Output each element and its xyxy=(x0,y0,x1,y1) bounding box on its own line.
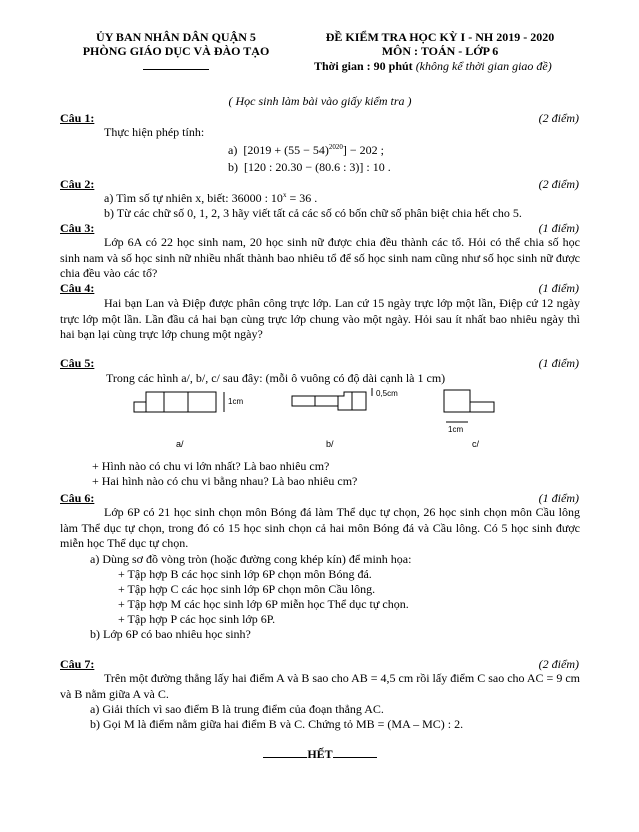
q2-a xyxy=(104,191,317,206)
q2-points: (2 điểm) xyxy=(538,177,579,191)
q4-label: Câu 4: xyxy=(60,281,95,295)
q3-label: Câu 3: xyxy=(60,221,95,235)
q7-b: b) Gọi M là điểm nằm giữa hai điểm B và C. Chứng tỏ MB = (MA – MC) : 2. xyxy=(90,717,464,731)
q2-a-text: a) Tìm số tự nhiên x, biết: 36000 : 10 xyxy=(104,191,283,205)
q3-points: (1 điểm) xyxy=(538,221,579,235)
q7-a: a) Giải thích vì sao điểm B là trung điểm của đoạn thẳng AC. xyxy=(90,702,384,716)
q1-b-expr: [120 : 20.30 − (80.6 : 3)] : 10 . xyxy=(244,160,391,174)
q1-label: Câu 1: xyxy=(60,111,95,125)
exam-subject: MÔN : TOÁN - LỚP 6 xyxy=(381,44,499,58)
q6-points: (1 điểm) xyxy=(538,491,579,505)
q5-figures xyxy=(130,384,570,456)
end-rule-left xyxy=(263,757,307,758)
q3-text: Lớp 6A có 22 học sinh nam, 20 học sinh nữ được chia đều thành các tổ. Hỏi có thể chia số học sinh nam và số học sinh nữ nhiều nhất thành bao nhiêu tổ để số học sinh nam cũng như số học sinh nữ được chia đều vào các tổ? xyxy=(60,235,580,280)
q1-a xyxy=(228,143,384,158)
q2-label: Câu 2: xyxy=(60,177,95,191)
end-marker xyxy=(260,747,380,762)
q6-b: b) Lớp 6P có bao nhiêu học sinh? xyxy=(90,627,251,641)
q7-label: Câu 7: xyxy=(60,657,95,671)
figure-c-scale: 1cm xyxy=(448,425,464,434)
q5-question-b: + Hai hình nào có chu vi bằng nhau? Là bao nhiêu cm? xyxy=(92,474,358,488)
q6-text: Lớp 6P có 21 học sinh chọn môn Bóng đá làm Thể dục tự chọn, 26 học sinh chọn môn Cầu lông làm Thể dục tự chọn, trong đó có 15 học sinh chọn cả hai môn Bóng đá và Cầu lông. Có 5 học sinh được miễn học Thể dục tự chọn. xyxy=(60,505,580,550)
q5-intro: Trong các hình a/, b/, c/ sau đây: (mỗi ô vuông có độ dài cạnh là 1 cm) xyxy=(106,371,446,385)
q5-points: (1 điểm) xyxy=(538,356,579,370)
exam-time xyxy=(314,59,552,74)
q1-a-exponent: 2020 xyxy=(328,143,343,151)
q4-points: (1 điểm) xyxy=(538,281,579,295)
instruction: ( Học sinh làm bài vào giấy kiểm tra ) xyxy=(228,94,412,108)
q4-text: Hai bạn Lan và Điệp được phân công trực lớp. Lan cứ 15 ngày trực lớp một lần, Điệp cứ 12 ngày trực lớp một lần. Lần đầu cả hai bạn cùng trực lớp chung vào một ngày. Hỏi sau ít nhất bao nhiêu ngày thì hai bạn lại cùng trực lớp chung một ngày? xyxy=(60,296,580,341)
figure-a xyxy=(134,392,224,412)
header-department: PHÒNG GIÁO DỤC VÀ ĐÀO TẠO xyxy=(82,44,270,58)
q6-a4: + Tập hợp P các học sinh lớp 6P. xyxy=(118,612,276,626)
q2-a-exponent: x xyxy=(282,191,287,199)
figure-b-scale: 0,5cm xyxy=(376,389,398,398)
q1-a-expr-end: ] − 202 ; xyxy=(342,143,384,157)
exam-time-value: Thời gian : 90 phút xyxy=(314,59,413,73)
exam-time-note: (không kể thời gian giao đề) xyxy=(415,59,552,73)
q1-intro: Thực hiện phép tính: xyxy=(104,125,205,139)
q2-a-end: = 36 . xyxy=(286,191,318,205)
q6-a3: + Tập hợp M các học sinh lớp 6P miễn học Thể dục tự chọn. xyxy=(118,597,409,611)
end-text: HẾT xyxy=(307,747,333,761)
q6-a2: + Tập hợp C các học sinh lớp 6P chọn môn Cầu lông. xyxy=(118,582,376,596)
q7-points: (2 điểm) xyxy=(538,657,579,671)
figure-a-scale: 1cm xyxy=(228,397,244,406)
q5-question-a: + Hình nào có chu vi lớn nhất? Là bao nhiêu cm? xyxy=(92,459,330,473)
figure-a-label: a/ xyxy=(176,439,184,449)
end-rule-right xyxy=(333,757,377,758)
q6-a: a) Dùng sơ đồ vòng tròn (hoặc đường cong khép kín) để minh họa: xyxy=(90,552,412,566)
q7-text: Trên một đường thẳng lấy hai điểm A và B sao cho AB = 4,5 cm rồi lấy điểm C sao cho AC = 9 cm và B nằm giữa A và C. xyxy=(60,671,580,701)
q6-label: Câu 6: xyxy=(60,491,95,505)
exam-title: ĐỀ KIỂM TRA HỌC KỲ I - NH 2019 - 2020 xyxy=(325,30,555,44)
figure-b-label: b/ xyxy=(326,439,334,449)
q1-b xyxy=(228,160,391,175)
q5-label: Câu 5: xyxy=(60,356,95,370)
header-divider xyxy=(143,69,209,70)
q1-a-label: a) xyxy=(228,143,238,157)
header-authority: ỦY BAN NHÂN DÂN QUẬN 5 xyxy=(96,30,256,44)
q1-a-expr: [2019 + (55 − 54) xyxy=(243,143,329,157)
figure-c-label: c/ xyxy=(472,439,480,449)
q6-a1: + Tập hợp B các học sinh lớp 6P chọn môn Bóng đá. xyxy=(118,567,372,581)
figure-b xyxy=(292,388,372,410)
figure-c xyxy=(444,390,494,422)
q1-b-label: b) xyxy=(228,160,238,174)
q1-points: (2 điểm) xyxy=(538,111,579,125)
q2-b: b) Từ các chữ số 0, 1, 2, 3 hãy viết tất cả các số có bốn chữ số phân biệt chia hết cho 5. xyxy=(104,206,522,220)
